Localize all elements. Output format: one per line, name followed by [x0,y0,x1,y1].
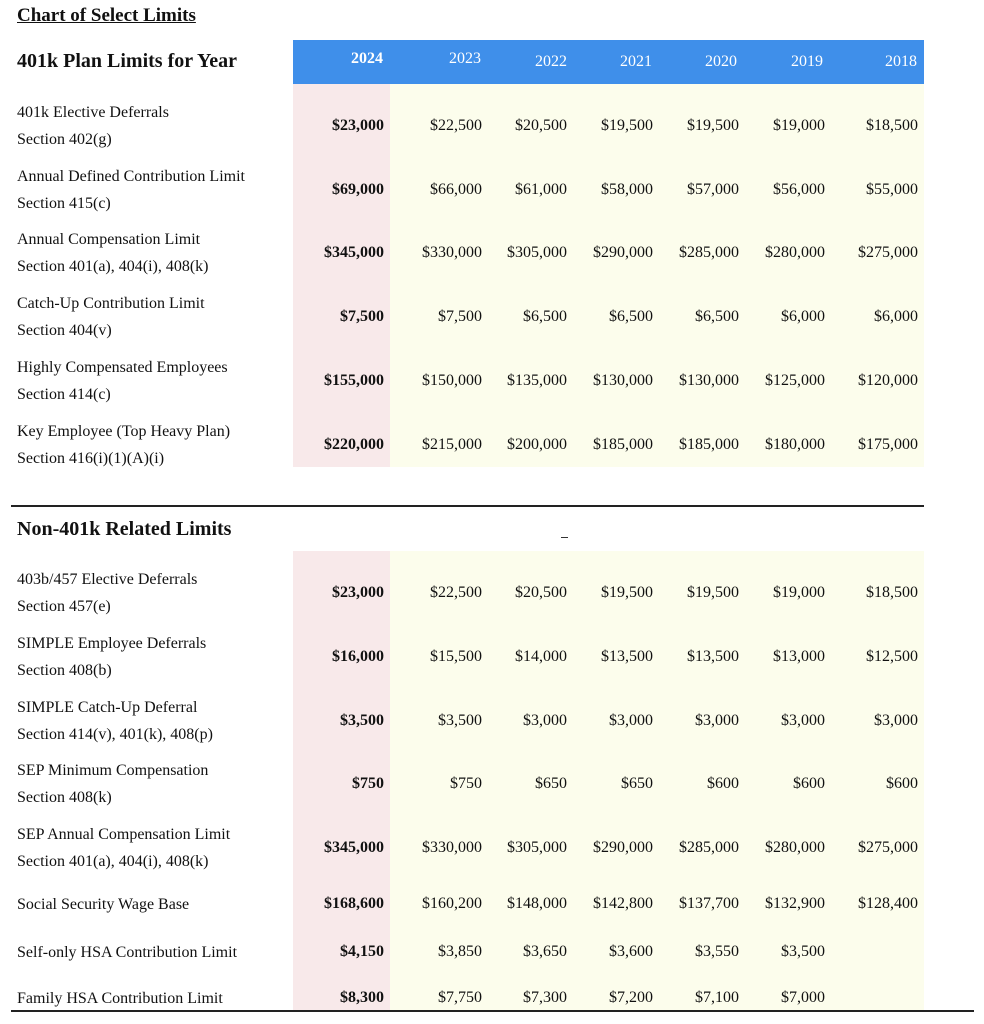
value-cell-2022: $305,000 [507,244,567,261]
row-label: Key Employee (Top Heavy Plan) [17,423,231,440]
value-cell-2024: $16,000 [332,648,384,665]
value-cell-2024: $155,000 [324,372,384,389]
value-cell-2024: $750 [352,775,384,792]
current-year-band [293,84,390,467]
value-cell-2024: $3,500 [340,712,384,729]
section-divider [11,505,924,507]
prior-years-band [390,84,924,467]
value-cell-2023: $22,500 [430,584,482,601]
value-cell-2020: $57,000 [687,181,739,198]
value-cell-2018: $18,500 [866,117,918,134]
value-cell-2022: $61,000 [515,181,567,198]
value-cell-2018: $120,000 [858,372,918,389]
value-cell-2023: $3,850 [438,943,482,960]
value-cell-2018: $18,500 [866,584,918,601]
value-cell-2024: $4,150 [340,943,384,960]
value-cell-2019: $56,000 [773,181,825,198]
value-cell-2024: $7,500 [340,308,384,325]
year-header-2018: 2018 [885,53,917,70]
value-cell-2021: $58,000 [601,181,653,198]
row-section-ref: Section 402(g) [17,131,112,148]
value-cell-2020: $3,550 [695,943,739,960]
row-section-ref: Section 404(v) [17,322,112,339]
value-cell-2022: $148,000 [507,895,567,912]
value-cell-2018: $175,000 [858,436,918,453]
value-cell-2018: $55,000 [866,181,918,198]
value-cell-2021: $650 [621,775,653,792]
value-cell-2019: $13,000 [773,648,825,665]
row-label: 401k Elective Deferrals [17,104,169,121]
value-cell-2022: $3,000 [523,712,567,729]
value-cell-2024: $69,000 [332,181,384,198]
row-label: 403b/457 Elective Deferrals [17,571,198,588]
value-cell-2023: $215,000 [422,436,482,453]
page-title: Chart of Select Limits [17,5,196,26]
row-label: SIMPLE Employee Deferrals [17,635,207,652]
value-cell-2022: $6,500 [523,308,567,325]
row-label: Highly Compensated Employees [17,359,228,376]
value-cell-2023: $160,200 [422,895,482,912]
section-title-401k: 401k Plan Limits for Year [17,50,237,72]
value-cell-2019: $180,000 [765,436,825,453]
value-cell-2022: $135,000 [507,372,567,389]
value-cell-2019: $19,000 [773,117,825,134]
value-cell-2021: $130,000 [593,372,653,389]
year-header-2020: 2020 [705,53,737,70]
row-label: SEP Minimum Compensation [17,762,209,779]
row-section-ref: Section 401(a), 404(i), 408(k) [17,258,209,275]
value-cell-2024: $23,000 [332,117,384,134]
value-cell-2019: $600 [793,775,825,792]
value-cell-2020: $7,100 [695,989,739,1006]
row-section-ref: Section 408(b) [17,662,112,679]
value-cell-2024: $220,000 [324,436,384,453]
value-cell-2021: $290,000 [593,244,653,261]
value-cell-2018: $6,000 [874,308,918,325]
value-cell-2019: $3,500 [781,943,825,960]
value-cell-2021: $19,500 [601,584,653,601]
value-cell-2019: $280,000 [765,839,825,856]
value-cell-2018: $600 [886,775,918,792]
value-cell-2022: $7,300 [523,989,567,1006]
value-cell-2019: $132,900 [765,895,825,912]
value-cell-2019: $125,000 [765,372,825,389]
row-label: Social Security Wage Base [17,896,190,913]
value-cell-2018: $275,000 [858,839,918,856]
dash-mark [561,537,568,538]
value-cell-2024: $345,000 [324,839,384,856]
row-label: Annual Compensation Limit [17,231,201,248]
value-cell-2020: $600 [707,775,739,792]
year-header-2023: 2023 [449,50,481,67]
row-label: SIMPLE Catch-Up Deferral [17,699,198,716]
row-section-ref: Section 457(e) [17,598,111,615]
value-cell-2020: $185,000 [679,436,739,453]
value-cell-2020: $19,500 [687,584,739,601]
value-cell-2024: $23,000 [332,584,384,601]
value-cell-2022: $305,000 [507,839,567,856]
value-cell-2023: $330,000 [422,244,482,261]
value-cell-2023: $330,000 [422,839,482,856]
value-cell-2024: $345,000 [324,244,384,261]
value-cell-2022: $650 [535,775,567,792]
value-cell-2023: $66,000 [430,181,482,198]
value-cell-2019: $280,000 [765,244,825,261]
row-section-ref: Section 414(v), 401(k), 408(p) [17,726,213,743]
value-cell-2023: $750 [450,775,482,792]
year-header-2019: 2019 [791,53,823,70]
value-cell-2019: $19,000 [773,584,825,601]
row-section-ref: Section 401(a), 404(i), 408(k) [17,853,209,870]
value-cell-2018: $275,000 [858,244,918,261]
value-cell-2018: $128,400 [858,895,918,912]
row-label: SEP Annual Compensation Limit [17,826,231,843]
value-cell-2020: $19,500 [687,117,739,134]
row-section-ref: Section 415(c) [17,195,111,212]
value-cell-2020: $137,700 [679,895,739,912]
value-cell-2020: $13,500 [687,648,739,665]
row-label: Family HSA Contribution Limit [17,990,223,1007]
row-section-ref: Section 416(i)(1)(A)(i) [17,450,165,467]
value-cell-2021: $19,500 [601,117,653,134]
value-cell-2018: $12,500 [866,648,918,665]
value-cell-2024: $8,300 [340,989,384,1006]
value-cell-2022: $20,500 [515,117,567,134]
value-cell-2023: $150,000 [422,372,482,389]
value-cell-2022: $20,500 [515,584,567,601]
row-label: Catch-Up Contribution Limit [17,295,205,312]
value-cell-2019: $7,000 [781,989,825,1006]
year-header-2022: 2022 [535,53,567,70]
value-cell-2021: $13,500 [601,648,653,665]
year-header-2021: 2021 [620,53,652,70]
value-cell-2022: $14,000 [515,648,567,665]
value-cell-2021: $7,200 [609,989,653,1006]
value-cell-2021: $3,000 [609,712,653,729]
year-header-bar [293,40,924,84]
value-cell-2021: $290,000 [593,839,653,856]
value-cell-2018: $3,000 [874,712,918,729]
bottom-divider [11,1010,974,1012]
value-cell-2022: $3,650 [523,943,567,960]
value-cell-2019: $3,000 [781,712,825,729]
value-cell-2021: $6,500 [609,308,653,325]
value-cell-2019: $6,000 [781,308,825,325]
value-cell-2020: $285,000 [679,839,739,856]
value-cell-2024: $168,600 [324,895,384,912]
value-cell-2021: $3,600 [609,943,653,960]
value-cell-2022: $200,000 [507,436,567,453]
value-cell-2023: $7,750 [438,989,482,1006]
value-cell-2023: $15,500 [430,648,482,665]
row-section-ref: Section 408(k) [17,789,112,806]
section-title-non-401k: Non-401k Related Limits [17,518,232,540]
year-header-2024: 2024 [351,50,383,67]
value-cell-2021: $185,000 [593,436,653,453]
value-cell-2023: $7,500 [438,308,482,325]
value-cell-2020: $6,500 [695,308,739,325]
value-cell-2020: $285,000 [679,244,739,261]
row-section-ref: Section 414(c) [17,386,111,403]
value-cell-2023: $3,500 [438,712,482,729]
value-cell-2020: $3,000 [695,712,739,729]
value-cell-2023: $22,500 [430,117,482,134]
value-cell-2021: $142,800 [593,895,653,912]
row-label: Annual Defined Contribution Limit [17,168,245,185]
value-cell-2020: $130,000 [679,372,739,389]
row-label: Self-only HSA Contribution Limit [17,944,238,961]
